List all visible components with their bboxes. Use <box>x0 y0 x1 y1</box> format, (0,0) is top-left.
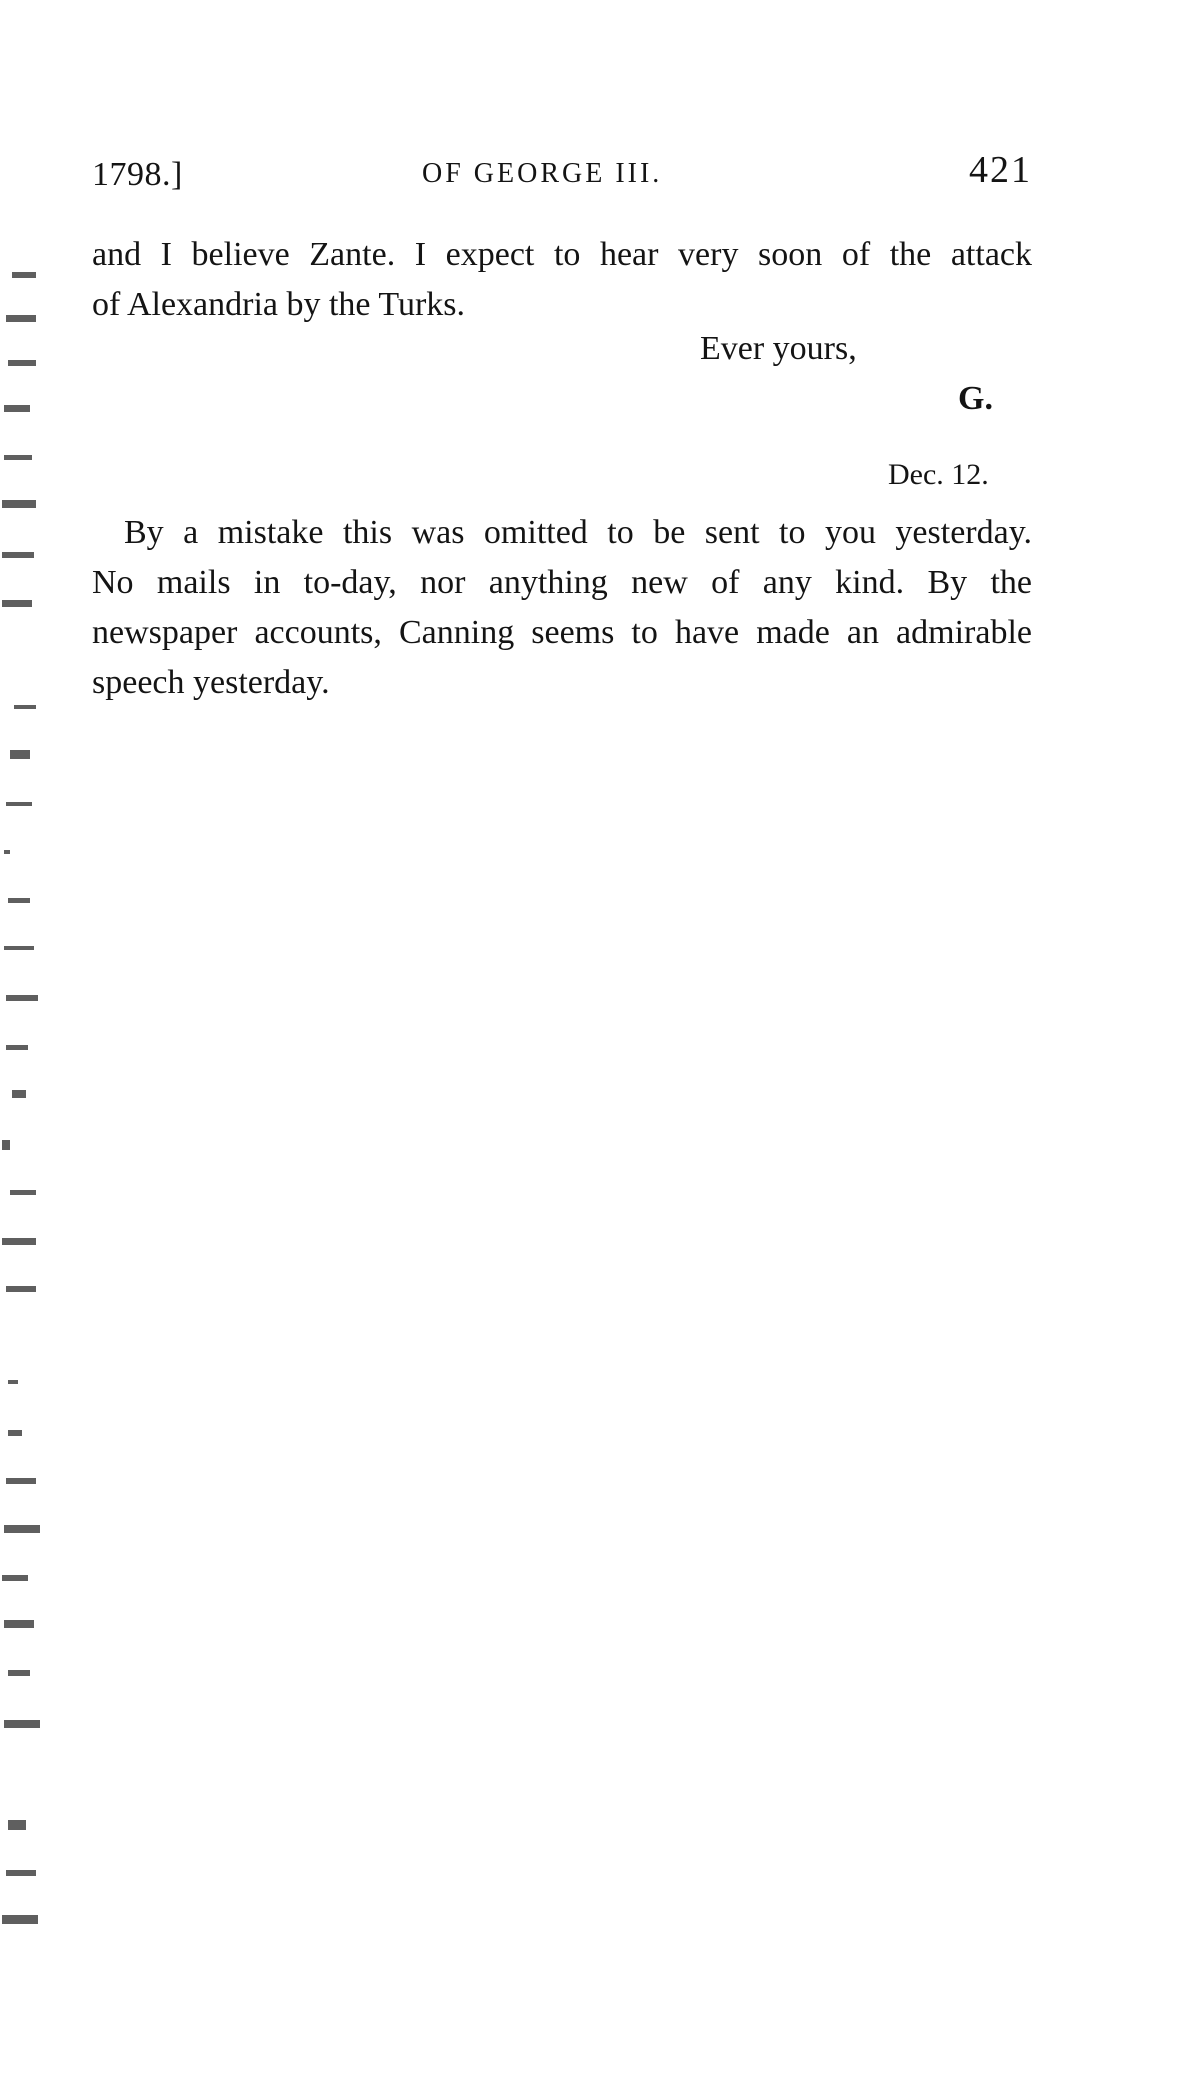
letter-signature: G. <box>958 380 993 417</box>
letter-paragraph-1 <box>92 230 1032 330</box>
text-line: speech yesterday. <box>92 664 330 701</box>
letter-closing: Ever yours, <box>700 330 857 367</box>
facing-page-bleed-through <box>0 180 48 2040</box>
text-line: By a mistake this was omitted to be sent to you yesterday. <box>124 514 1032 551</box>
text-line: of Alexandria by the Turks. <box>92 286 466 323</box>
header-year: 1798.] <box>92 156 183 193</box>
running-header <box>92 148 1032 198</box>
text-line: newspaper accounts, Canning seems to have made an admirable <box>92 614 1032 651</box>
postscript-paragraph <box>92 508 1032 708</box>
postscript-date: Dec. 12. <box>888 458 989 491</box>
text-line: and I believe Zante. I expect to hear very soon of the attack <box>92 236 1032 273</box>
header-title: OF GEORGE III. <box>422 158 663 189</box>
text-line: No mails in to-day, nor anything new of any kind. By the <box>92 564 1032 601</box>
page-number: 421 <box>969 149 1032 191</box>
